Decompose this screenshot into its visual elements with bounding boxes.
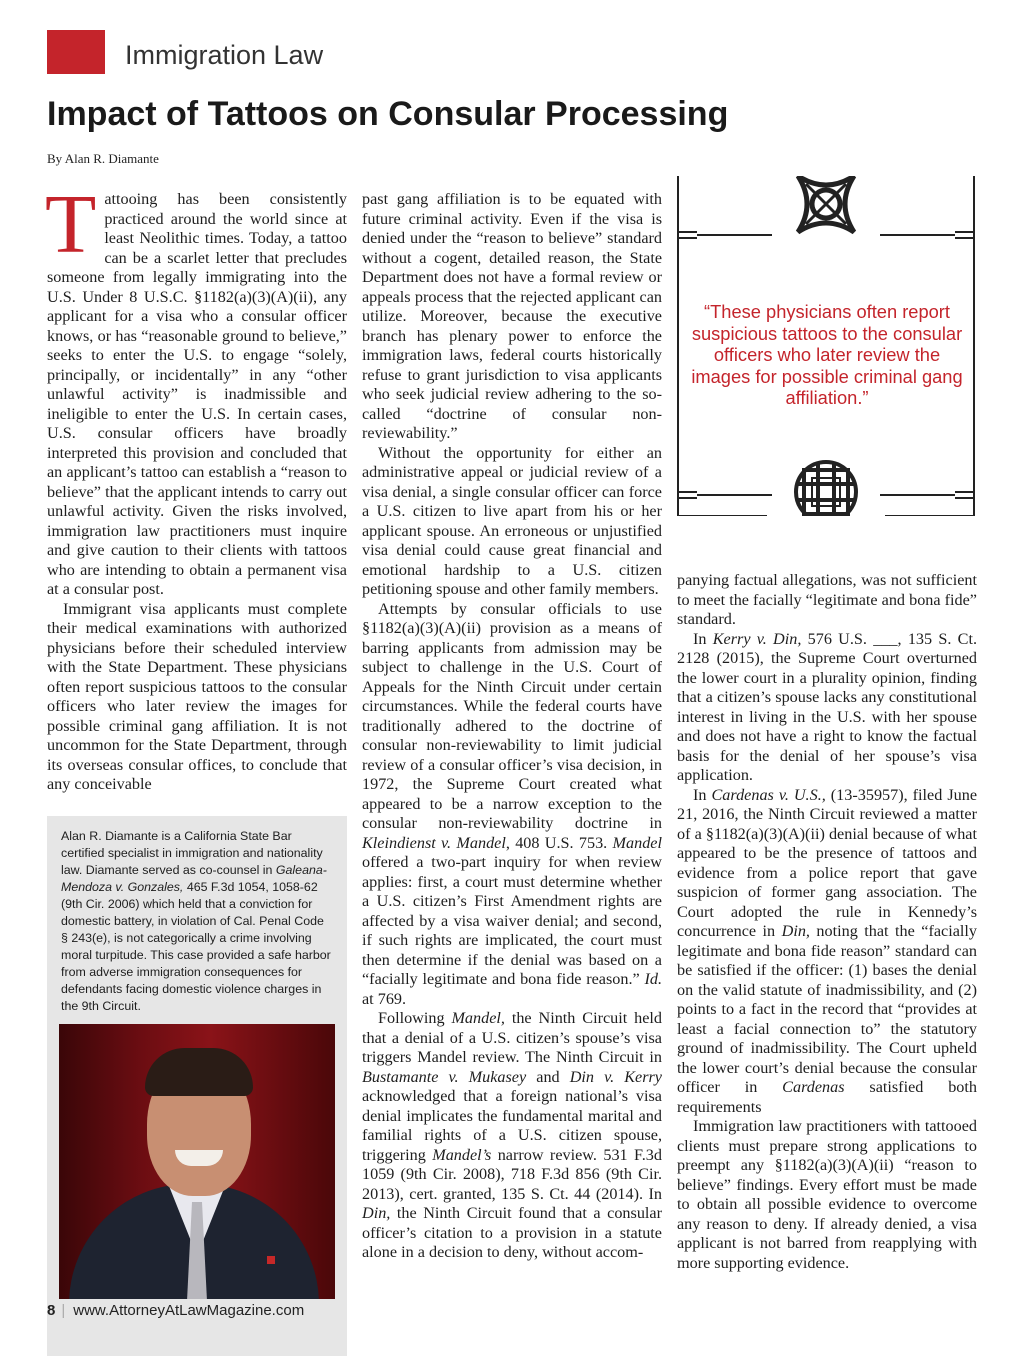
- section-color-block: [47, 30, 105, 74]
- byline: By Alan R. Diamante: [47, 151, 159, 166]
- drop-cap: T: [45, 178, 97, 271]
- article-paragraph: past gang affiliation is to be equated with future criminal activity. Even if the visa is denied under the “reason to believe” standard without a cogent, detailed reason, the State Department does not have a formal review or appeals process that the rejected applicant can utilize. Moreover, because the executive branch has plenary power to enforce the immigration laws, federal courts historically refuse to grant jurisdiction to visa applicants who seek judicial review adhering to the so-called “doctrine of consular non-reviewability.”: [362, 190, 662, 442]
- page-footer: [47, 1302, 304, 1319]
- bio-case-name: Galeana-Mendoza v. Gonzales,: [61, 863, 327, 894]
- case-name: Mandel,: [451, 1009, 505, 1027]
- article-column-2: [362, 190, 662, 1263]
- case-name: Cardenas: [782, 1078, 845, 1096]
- case-name: Din,: [362, 1204, 391, 1222]
- article-column-3: [677, 571, 977, 1273]
- article-paragraph: [45, 178, 347, 600]
- article-paragraph: In Cardenas v. U.S., (13-35957), filed June 21, 2016, the Ninth Circuit reviewed a matter of a §1182(a)(3)(A)(ii) denial because of what appeared to be the presence of tattoos and evidence from a police report that gave suspicion of former gang association. The Court adopted the rule in Kennedy’s concurrence in Din, noting that the “facially legitimate and bona fide reason” standard can be satisfied if the officer: (1) bases the denial on the valid statute of inadmissibility, and (2) points to a fact in the record that “provides at least a facial connection to” the statutory ground of inadmissibility. The Court upheld the lower court’s denial because the consular officer in Cardenas satisfied both requirements: [677, 785, 977, 1116]
- case-name: Kleindienst v. Mandel: [362, 833, 506, 852]
- page-number: 8: [47, 1302, 56, 1319]
- case-name: Kerry v. Din,: [712, 629, 802, 648]
- article-paragraph: Without the opportunity for either an administrative appeal or judicial review of a visa denial, a single consular officer can force a U.S. citizen to live apart from his or her applicant spouse. An erroneous or unjustified visa denial could cause great financial and emotional hardship to a U.S. citizen petitioning spouse and other family members.: [362, 443, 662, 598]
- article-paragraph: Following Mandel, the Ninth Circuit held that a denial of a U.S. citizen’s spouse’s visa triggers Mandel review. The Ninth Circuit in Bustamante v. Mukasey and Din v. Kerry acknowledged that a foreign national’s visa denial implicates the fundamental marital and familial rights of a U.S. citizen spouse, triggering Mandel’s narrow review. 531 F.3d 1059 (9th Cir. 2008), 718 F.3d 856 (9th Cir. 2013), cert. granted, 135 S. Ct. 44 (2014). In Din, the Ninth Circuit found that a consular officer’s citation to a provision in a statute alone in a decision to deny, without accom-: [362, 1009, 662, 1261]
- article-title: Impact of Tattoos on Consular Processing: [47, 95, 729, 133]
- article-column-1: [45, 178, 347, 795]
- article-paragraph: Immigrant visa applicants must complete their medical examinations with authorized physicians before their scheduled interview with the State Department. These physicians often report suspicious tattoos to the consular officers who later review the images for possible criminal gang affiliation. It is not uncommon for the State Department, through its overseas consular offices, to conclude that any conceivable: [47, 599, 347, 793]
- paragraph-text: attooing has been consistently practiced around the world since at least Neolithic times. Today, a tattoo can be a scarlet letter that precludes someone from legally immigrating into the U.S. Under 8 U.S.C. §1182(a)(3)(A)(ii), any applicant for a visa who a consular officer knows, or has “reasonable ground to believe,” seeks to enter the U.S. to engage “solely, principally, or incidentally” in any “other unlawful activity” is inadmissible and ineligible to enter the U.S. In certain cases, U.S. consular officers have broadly interpreted this provision and concluded that an applicant’s tattoo can establish a “reason to believe” that the applicant intends to carry out unlawful activity. Given the risks involved, immigration law practitioners must inquire and give caution to their clients with tattoos who are intending to obtain a permanent visa at a consular post.: [47, 190, 347, 598]
- case-name: Din v. Kerry: [569, 1067, 662, 1086]
- case-name: Mandel’s: [432, 1145, 492, 1164]
- bio-text: Alan R. Diamante is a California State Bar certified specialist in immigration and nationality law. Diamante served as co-counsel in: [61, 829, 323, 877]
- celtic-knot-icon: [798, 176, 854, 232]
- section-label: Immigration Law: [125, 40, 324, 70]
- pull-quote: “These physicians often report suspicious tattoos to the consular officers who later review the images for possible criminal gang affiliation.”: [691, 301, 963, 408]
- author-bio: [61, 828, 333, 1015]
- celtic-knot-icon: [796, 462, 856, 516]
- article-paragraph: In Kerry v. Din, 576 U.S. ___, 135 S. Ct. 2128 (2015), the Supreme Court overturned the lower court in a plurality opinion, finding that a citizen’s spouse lacks any constitutional interest in living in the U.S. with her spouse and does not have a right to know the factual basis for the denial of her spouse’s visa application.: [677, 629, 978, 784]
- case-name: Mandel: [612, 833, 662, 852]
- bio-text: 465 F.3d 1054, 1058-62 (9th Cir. 2006) which held that a conviction for domestic battery, in violation of Cal. Penal Code § 243(e), is not categorically a crime involving moral turpitude. This case provided a safe harbor from adverse immigration consequences for defendants facing domestic violence charges in the 9th Circuit.: [61, 880, 331, 1013]
- author-photo: [59, 1024, 335, 1299]
- case-name: Cardenas v. U.S.,: [711, 785, 826, 804]
- website-link[interactable]: www.AttorneyAtLawMagazine.com: [73, 1302, 305, 1319]
- article-paragraph: Immigration law practitioners with tattooed clients must prepare strong applications to preempt any §1182(a)(3)(A)(ii) “reason to believe” findings. Every effort must be made to obtain all possible evidence to overcome any reason to deny. If already denied, a visa applicant is not barred from reapplying with more supporting evidence.: [677, 1117, 977, 1272]
- case-name: Bustamante v. Mukasey: [362, 1067, 527, 1086]
- case-name: Din,: [781, 922, 810, 940]
- footer-divider: |: [61, 1302, 66, 1319]
- author-bio-box: [47, 816, 347, 1356]
- article-paragraph: Attempts by consular officials to use §1182(a)(3)(A)(ii) provision as a means of barring applicants from admission may be subject to challenge in the U.S. Court of Appeals for the Ninth Circuit under certain circumstances. While the federal courts have traditionally adhered to the doctrine of consular non-reviewability to limit judicial review of a consular officer’s visa decision, in 1972, the Supreme Court created what appeared to be a narrow exception to the consular non-reviewability doctrine in Kleindienst v. Mandel, 408 U.S. 753. Mandel offered a two-part inquiry for when review applies: first, a court must determine whether a U.S. citizen’s First Amendment rights are affected by a visa waiver denial; and second, if such rights are implicated, the court must then determine if the denial was based on a “facially legitimate and bona fide reason.” Id. at 769.: [362, 599, 662, 1008]
- article-paragraph: panying factual allegations, was not sufficient to meet the facially “legitimate and bona fide” standard.: [677, 571, 977, 628]
